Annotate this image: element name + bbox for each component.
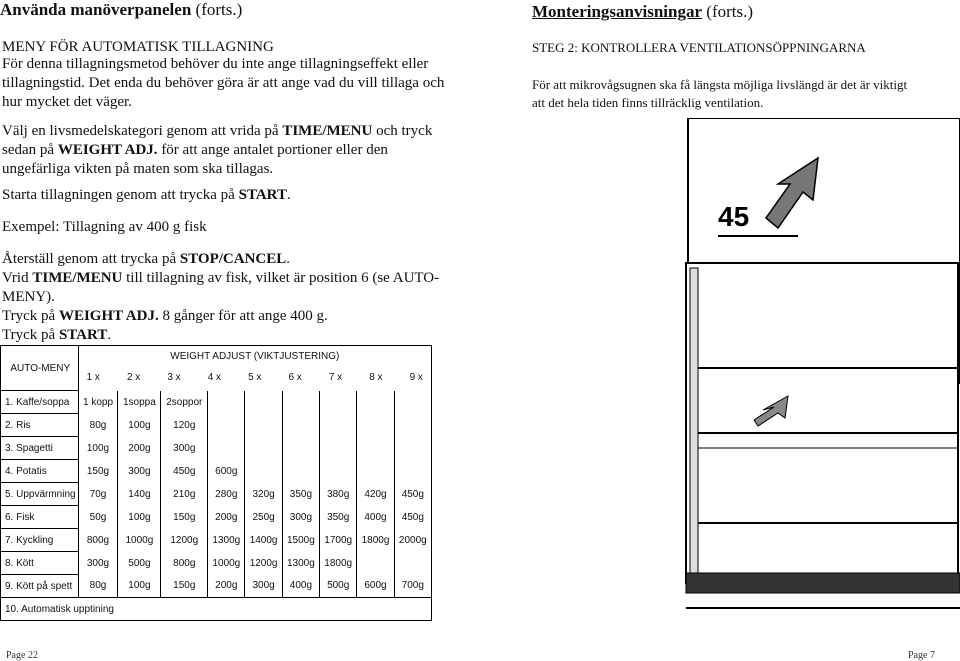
table-row-label: 1. Kaffe/soppa <box>1 391 79 414</box>
right-heading <box>532 2 753 22</box>
table-cell: 320g <box>245 483 282 506</box>
table-row <box>1 552 432 575</box>
table-cell: 100g <box>78 437 118 460</box>
table-row-label: 9. Kött på spett <box>1 575 79 598</box>
text: Återställ genom att trycka på <box>2 251 180 267</box>
table-cell: 80g <box>78 414 118 437</box>
text: Tryck på <box>2 308 59 324</box>
press-count: 5 x <box>248 372 262 384</box>
base-plinth <box>686 573 960 593</box>
text: till tillagning av fisk, vilket är position 6 (se AUTO- <box>122 270 440 286</box>
table-cell <box>357 552 394 575</box>
table-cell <box>245 437 282 460</box>
table-cell <box>320 460 357 483</box>
table-cell <box>394 391 431 414</box>
intro-line: tillagningstid. Det enda du behöver göra är att ange vad du vill tillaga och <box>2 75 445 91</box>
table-cell <box>208 437 245 460</box>
table-cell <box>357 414 394 437</box>
table-cell: 150g <box>78 460 118 483</box>
intro-paragraph <box>2 55 472 112</box>
weight-adj-label: WEIGHT ADJ. <box>58 308 159 324</box>
dimension-label: 45 <box>718 201 750 232</box>
table-cell <box>394 552 431 575</box>
table-cell: 380g <box>320 483 357 506</box>
table-cell: 500g <box>118 552 161 575</box>
table-row <box>1 391 432 414</box>
table-cell: 300g <box>161 437 208 460</box>
start-label: START <box>58 327 108 343</box>
step-title: STEG 2: KONTROLLERA VENTILATIONSÖPPNINGARNA <box>532 40 866 55</box>
table-cell: 300g <box>118 460 161 483</box>
table-header-row <box>1 346 432 391</box>
text: 8 gånger för att ange 400 g. <box>158 308 328 324</box>
press-count: 2 x <box>126 372 141 384</box>
press-count: 1 x <box>86 372 100 384</box>
press-count: 3 x <box>167 372 181 384</box>
table-cell: 100g <box>118 414 161 437</box>
table-row <box>1 483 432 506</box>
table-cell <box>394 437 431 460</box>
table-cell <box>357 460 394 483</box>
table-cell <box>282 437 319 460</box>
table-body <box>1 391 432 621</box>
left-heading-suffix: (forts.) <box>195 0 243 19</box>
left-heading <box>0 0 242 20</box>
text: för att ange antalet portioner eller den <box>157 142 388 158</box>
table-cell: 450g <box>394 483 431 506</box>
table-cell <box>245 391 282 414</box>
table-cell: 350g <box>282 483 319 506</box>
table-row-label: 5. Uppvärmning <box>1 483 79 506</box>
table-cell: 1200g <box>161 529 208 552</box>
table-row-label: 3. Spagetti <box>1 437 79 460</box>
table-cell <box>282 391 319 414</box>
text: och tryck <box>372 123 433 139</box>
table-row <box>1 437 432 460</box>
table-cell: 500g <box>320 575 357 598</box>
intro-line: hur mycket det väger. <box>2 94 132 110</box>
table-cell: 2soppor <box>161 391 208 414</box>
table-row <box>1 460 432 483</box>
press-count: 4 x <box>207 372 222 384</box>
press-count: 6 x <box>288 372 302 384</box>
table-cell: 1300g <box>208 529 245 552</box>
table-cell: 600g <box>208 460 245 483</box>
text: . <box>287 187 291 203</box>
auto-menu-table <box>0 345 432 621</box>
right-heading-main: Monteringsanvisningar <box>532 2 703 21</box>
table-cell: 100g <box>118 506 161 529</box>
table-cell: 600g <box>357 575 394 598</box>
table-cell: 200g <box>208 575 245 598</box>
table-cell: 50g <box>78 506 118 529</box>
table-cell: 400g <box>282 575 319 598</box>
left-heading-main: Använda manöverpanelen <box>0 0 192 19</box>
text: Välj en livsmedelskategori genom att vrida på <box>2 123 283 139</box>
page-number-left: Page 22 <box>6 650 38 661</box>
table-cell <box>208 391 245 414</box>
table-cell: 1800g <box>357 529 394 552</box>
press-count: 8 x <box>369 372 383 384</box>
table-row <box>1 414 432 437</box>
table-cell <box>320 437 357 460</box>
example-steps <box>2 250 472 345</box>
table-cell: 1200g <box>245 552 282 575</box>
table-cell: 1300g <box>282 552 319 575</box>
auto-menu-header: AUTO-MENY <box>1 346 79 391</box>
weight-adj-label: WEIGHT ADJ. <box>57 142 158 158</box>
table-cell: 300g <box>282 506 319 529</box>
table-cell: 80g <box>78 575 118 598</box>
table-cell <box>282 414 319 437</box>
text: Tryck på <box>2 327 59 343</box>
table-cell <box>394 460 431 483</box>
table-row <box>1 506 432 529</box>
table-row-label: 7. Kyckling <box>1 529 79 552</box>
weight-adjust-title: WEIGHT ADJUST (VIKTJUSTERING) <box>170 351 340 363</box>
text-line: att det hela tiden finns tillräcklig ventilation. <box>532 95 764 110</box>
table-cell: 800g <box>78 529 118 552</box>
table-row-label: 10. Automatisk upptining <box>1 598 432 621</box>
right-heading-suffix: (forts.) <box>706 2 754 21</box>
table-cell: 1800g <box>320 552 357 575</box>
example-title: Exempel: Tillagning av 400 g fisk <box>2 219 207 235</box>
press-count: 9 x <box>409 372 423 384</box>
text: . <box>107 327 112 343</box>
table-cell <box>320 391 357 414</box>
table-cell: 2000g <box>394 529 431 552</box>
table-cell <box>282 460 319 483</box>
table-cell: 1700g <box>320 529 357 552</box>
table-cell: 700g <box>394 575 431 598</box>
table-row <box>1 598 432 621</box>
table-cell: 120g <box>161 414 208 437</box>
table-row-label: 2. Ris <box>1 414 79 437</box>
table-cell: 1400g <box>245 529 282 552</box>
presses-row <box>81 372 429 385</box>
text: Starta tillagningen genom att trycka på <box>2 187 239 203</box>
table-cell: 100g <box>118 575 161 598</box>
text-line: För att mikrovågsugnen ska få längsta möjliga livslängd är det är viktigt <box>532 77 908 92</box>
table-row-label: 8. Kött <box>1 552 79 575</box>
section-title: MENY FÖR AUTOMATISK TILLAGNING <box>2 39 274 55</box>
text: ungefärliga vikten på maten som ska tillagas. <box>2 161 274 177</box>
table-cell: 1500g <box>282 529 319 552</box>
table-cell: 200g <box>208 506 245 529</box>
table-cell: 140g <box>118 483 161 506</box>
table-cell: 210g <box>161 483 208 506</box>
table-cell: 1000g <box>208 552 245 575</box>
instruction-paragraph <box>2 122 472 179</box>
table-cell: 420g <box>357 483 394 506</box>
table-cell: 450g <box>161 460 208 483</box>
table-cell: 300g <box>78 552 118 575</box>
stop-cancel-label: STOP/CANCEL <box>179 251 287 267</box>
text: MENY). <box>2 289 55 305</box>
table-cell: 1000g <box>118 529 161 552</box>
time-menu-label: TIME/MENU <box>32 270 123 286</box>
table-cell <box>394 414 431 437</box>
time-menu-label: TIME/MENU <box>282 123 373 139</box>
table-cell: 450g <box>394 506 431 529</box>
table-row <box>1 529 432 552</box>
start-label: START <box>238 187 287 203</box>
table-row-label: 4. Potatis <box>1 460 79 483</box>
table-cell <box>245 414 282 437</box>
table-cell <box>357 391 394 414</box>
table-cell <box>357 437 394 460</box>
table-cell: 800g <box>161 552 208 575</box>
weight-adjust-header <box>78 346 431 391</box>
table-cell: 150g <box>161 506 208 529</box>
table-row <box>1 575 432 598</box>
table-cell: 400g <box>357 506 394 529</box>
text: . <box>286 251 291 267</box>
table-cell: 280g <box>208 483 245 506</box>
cabinet-side <box>690 268 698 578</box>
press-count: 7 x <box>328 372 343 384</box>
start-paragraph <box>2 186 291 205</box>
intro-line: För denna tillagningsmetod behöver du inte ange tillagningseffekt eller <box>2 56 429 72</box>
table-cell: 350g <box>320 506 357 529</box>
table-cell <box>208 414 245 437</box>
text: sedan på <box>2 142 58 158</box>
table-cell: 70g <box>78 483 118 506</box>
ventilation-illustration <box>658 118 960 644</box>
table-cell: 150g <box>161 575 208 598</box>
table-cell: 250g <box>245 506 282 529</box>
table-cell: 1 kopp <box>78 391 118 414</box>
page-number-right: Page 7 <box>908 650 935 661</box>
table-cell <box>320 414 357 437</box>
table-row-label: 6. Fisk <box>1 506 79 529</box>
table-cell: 200g <box>118 437 161 460</box>
table-cell: 1soppa <box>118 391 161 414</box>
table-cell <box>245 460 282 483</box>
ventilation-text <box>532 76 960 112</box>
text: Vrid <box>2 270 33 286</box>
cabinet-panel <box>686 263 958 583</box>
table-cell: 300g <box>245 575 282 598</box>
